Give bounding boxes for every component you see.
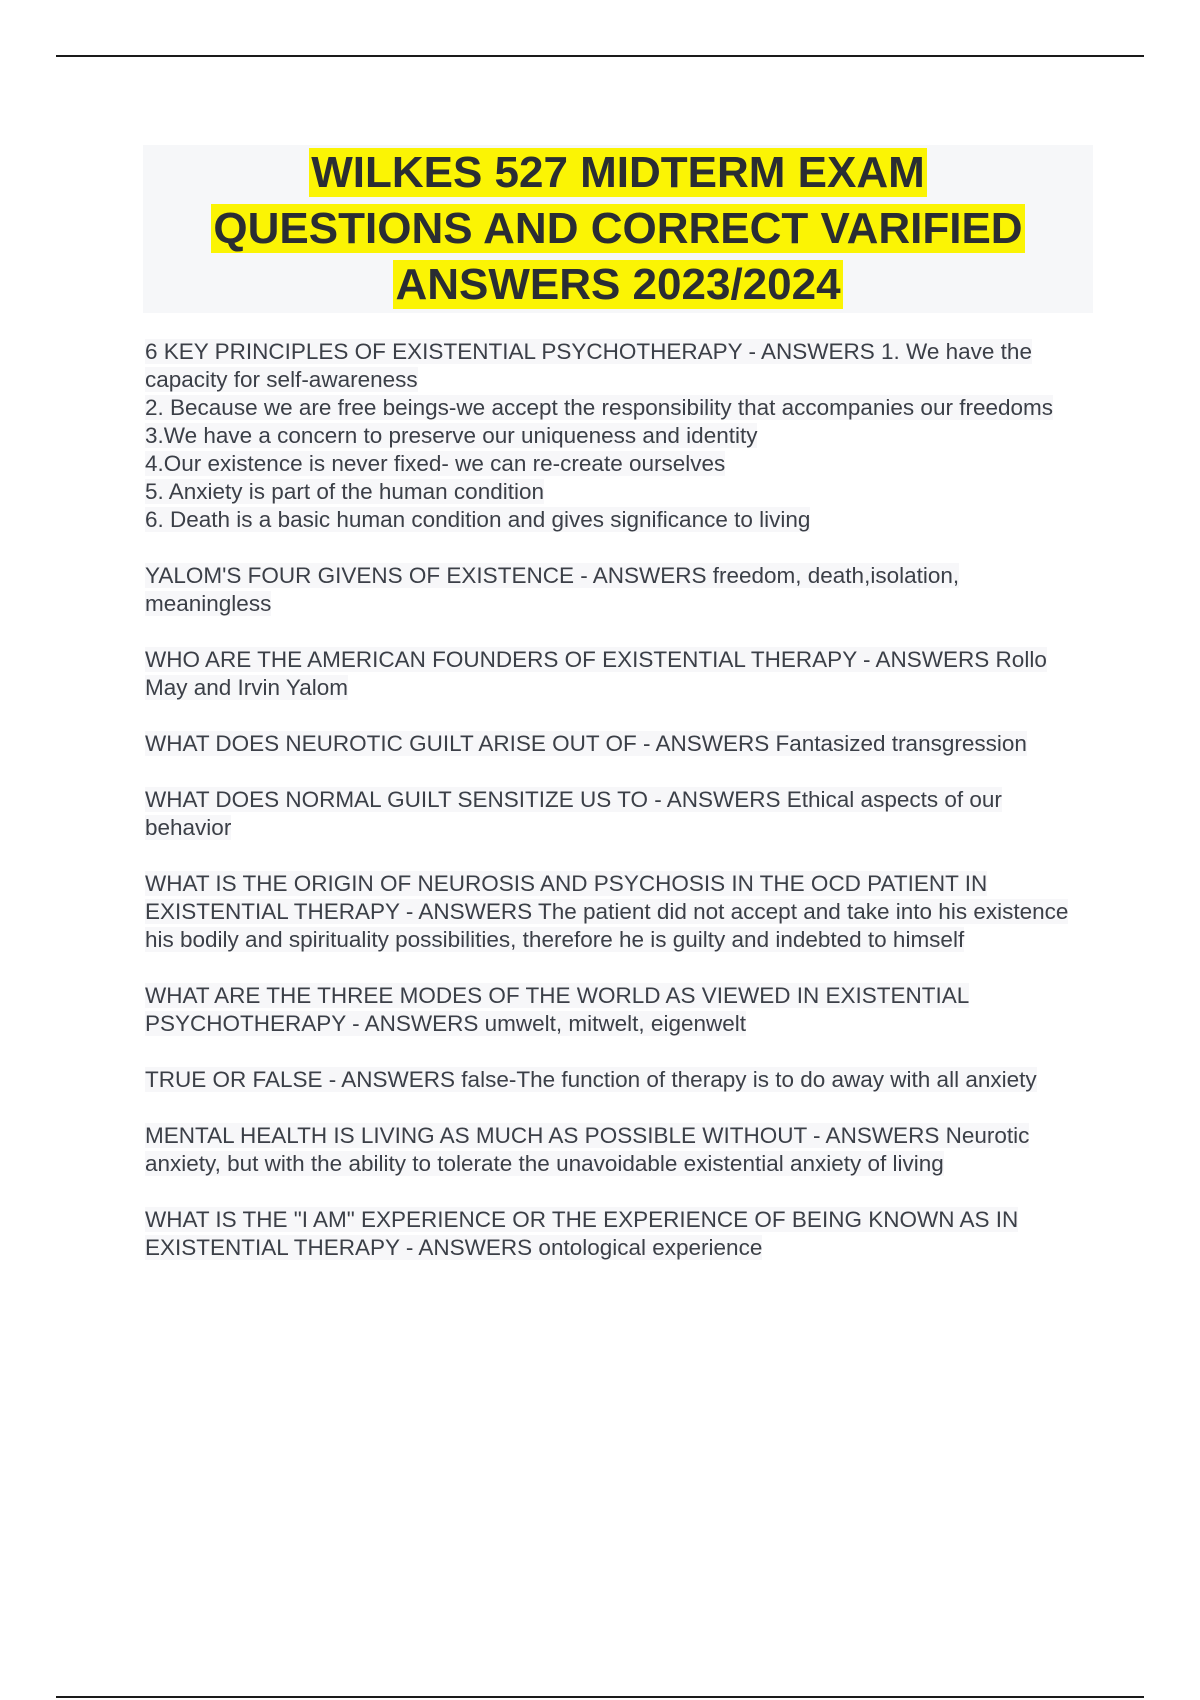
qa-item [145,1206,1085,1262]
qa-item [145,730,1085,758]
qa-item [145,870,1085,954]
qa-item [145,1122,1085,1178]
qa-text: WHAT IS THE "I AM" EXPERIENCE OR THE EXPERIENCE OF BEING KNOWN AS IN EXISTENTIAL THERAPY - ANSWERS ontological experience [145,1207,1019,1260]
top-rule [56,55,1144,57]
title-line-1: WILKES 527 MIDTERM EXAM [311,148,925,197]
principles-question: 6 KEY PRINCIPLES OF EXISTENTIAL PSYCHOTHERAPY - ANSWERS 1. We have the capacity for self-awareness [145,339,1032,392]
qa-item [145,646,1085,702]
qa-item [145,1066,1085,1094]
qa-item-principles [145,338,1085,534]
qa-text: YALOM'S FOUR GIVENS OF EXISTENCE - ANSWERS freedom, death,isolation, meaningless [145,563,960,616]
principle-item: 4.Our existence is never fixed- we can re-create ourselves [145,451,726,476]
qa-text: WHAT DOES NEUROTIC GUILT ARISE OUT OF - ANSWERS Fantasized transgression [145,731,1027,756]
title-block [143,145,1093,313]
qa-content [145,338,1085,1290]
qa-text: MENTAL HEALTH IS LIVING AS MUCH AS POSSIBLE WITHOUT - ANSWERS Neurotic anxiety, but with the ability to tolerate the unavoidable existential anxiety of living [145,1123,1030,1176]
title-line-2: QUESTIONS AND CORRECT VARIFIED [213,204,1023,253]
principle-item: 3.We have a concern to preserve our uniqueness and identity [145,423,758,448]
qa-item [145,562,1085,618]
title-line-3: ANSWERS 2023/2024 [395,260,841,309]
qa-text: WHAT IS THE ORIGIN OF NEUROSIS AND PSYCHOSIS IN THE OCD PATIENT IN EXISTENTIAL THERAPY - ANSWERS The patient did not accept and take into his existence his bodily and spirituality possibilities, therefore he is guilty and indebted to himself [145,871,1069,952]
principle-item: 5. Anxiety is part of the human condition [145,479,544,504]
qa-text: WHO ARE THE AMERICAN FOUNDERS OF EXISTENTIAL THERAPY - ANSWERS Rollo May and Irvin Yalom [145,647,1047,700]
qa-item [145,786,1085,842]
qa-text: WHAT DOES NORMAL GUILT SENSITIZE US TO - ANSWERS Ethical aspects of our behavior [145,787,1002,840]
qa-text: WHAT ARE THE THREE MODES OF THE WORLD AS VIEWED IN EXISTENTIAL PSYCHOTHERAPY - ANSWERS umwelt, mitwelt, eigenwelt [145,983,970,1036]
qa-text: TRUE OR FALSE - ANSWERS false-The function of therapy is to do away with all anxiety [145,1067,1037,1092]
principle-item: 6. Death is a basic human condition and gives significance to living [145,507,811,532]
principle-item: 2. Because we are free beings-we accept the responsibility that accompanies our freedoms [145,395,1053,420]
bottom-rule [56,1696,1144,1698]
qa-item [145,982,1085,1038]
